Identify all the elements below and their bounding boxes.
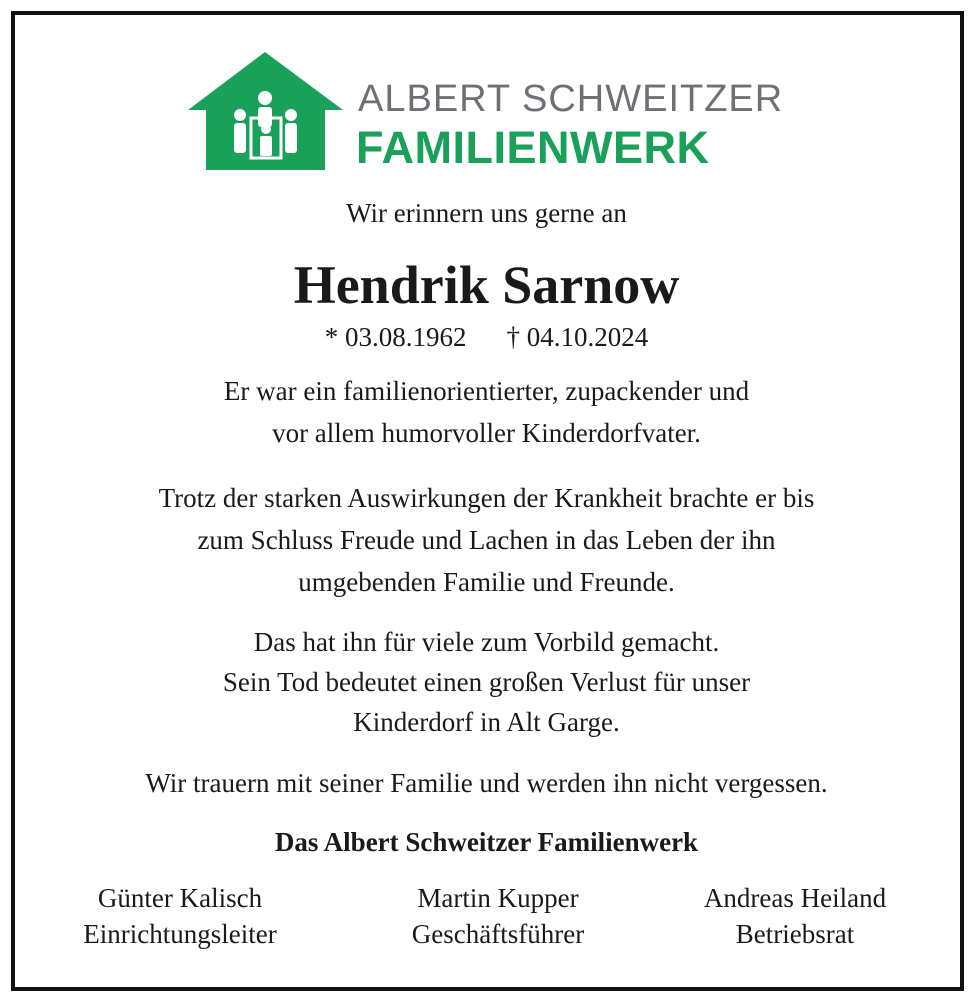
paragraph-1 — [0, 370, 973, 454]
paragraph-line: Wir trauern mit seiner Familie und werden ihn nicht vergessen. — [145, 768, 828, 798]
signatory-role: Betriebsrat — [735, 919, 855, 949]
paragraph-line: Sein Tod bedeutet einen großen Verlust für unser — [222, 667, 751, 697]
paragraph-line: Kinderdorf in Alt Garge. — [353, 707, 620, 737]
signatory — [378, 880, 618, 952]
death-date: † 04.10.2024 — [506, 322, 649, 352]
paragraph-4 — [0, 762, 973, 804]
life-dates — [0, 322, 973, 353]
logo-text-line1: ALBERT SCHWEITZER — [358, 78, 784, 120]
signatory-role: Geschäftsführer — [411, 919, 585, 949]
deceased-name: Hendrik Sarnow — [293, 255, 680, 315]
signatory — [675, 880, 915, 952]
paragraph-line: zum Schluss Freude und Lachen in das Leben der ihn — [197, 525, 776, 555]
signatory-role: Einrichtungsleiter — [83, 919, 277, 949]
paragraph-line: umgebenden Familie und Freunde. — [298, 567, 675, 597]
intro-text: Wir erinnern uns gerne an — [346, 198, 627, 228]
paragraph-2 — [0, 477, 973, 603]
paragraph-line: vor allem humorvoller Kinderdorfvater. — [272, 418, 701, 448]
house-family-icon — [188, 52, 343, 170]
signatory-name: Martin Kupper — [417, 883, 579, 913]
signatory-name: Andreas Heiland — [703, 883, 887, 913]
paragraph-line: Das hat ihn für viele zum Vorbild gemacht. — [253, 627, 720, 657]
paragraph-3 — [0, 622, 973, 742]
birth-date: * 03.08.1962 — [324, 322, 467, 352]
paragraph-line: Er war ein familienorientierter, zupackender und — [223, 376, 750, 406]
paragraph-line: Trotz der starken Auswirkungen der Krankheit brachte er bis — [158, 483, 815, 513]
organization-name: Das Albert Schweitzer Familienwerk — [274, 827, 699, 857]
signatory-name: Günter Kalisch — [97, 883, 263, 913]
signatory — [60, 880, 300, 952]
logo — [188, 52, 788, 172]
logo-text-line2: FAMILIENWERK — [356, 122, 710, 173]
